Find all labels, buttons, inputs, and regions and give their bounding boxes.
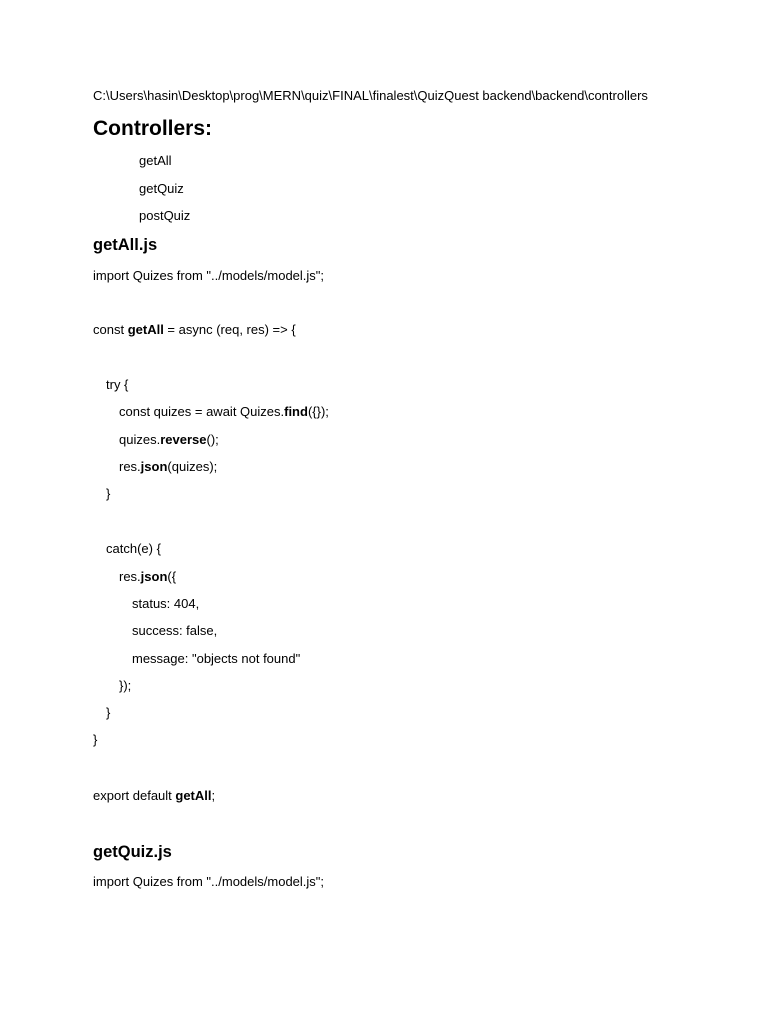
code-function-name: getAll	[127, 322, 164, 337]
code-line-export	[93, 788, 215, 804]
code-text: ({});	[307, 404, 329, 419]
code-line-declaration	[93, 322, 296, 338]
code-method-name: json	[140, 569, 168, 584]
code-text: ();	[206, 432, 219, 447]
getall-heading: getAll.js	[93, 236, 158, 254]
code-text: quizes.	[119, 432, 161, 447]
code-text: ;	[211, 788, 216, 803]
controller-list-item: getQuiz	[139, 181, 184, 196]
code-text: const quizes = await Quizes.	[119, 404, 285, 419]
code-text: ({	[167, 569, 177, 584]
controller-list-item: getAll	[139, 153, 172, 168]
code-line-message: message: "objects not found"	[132, 651, 301, 666]
code-text: = async (req, res) => {	[163, 322, 296, 337]
getquiz-heading: getQuiz.js	[93, 843, 172, 861]
code-line-reverse	[119, 432, 219, 448]
code-line-json	[119, 459, 217, 475]
code-method-name: reverse	[160, 432, 207, 447]
code-method-name: find	[284, 404, 308, 419]
controllers-heading: Controllers:	[93, 117, 213, 140]
controller-list-item: postQuiz	[139, 208, 191, 223]
file-path: C:\Users\hasin\Desktop\prog\MERN\quiz\FINAL\finalest\QuizQuest backend\backend\controllers	[93, 88, 648, 103]
code-line-import: import Quizes from "../models/model.js";	[93, 268, 325, 283]
code-text: res.	[119, 569, 141, 584]
code-function-name: getAll	[175, 788, 212, 803]
code-line-success: success: false,	[132, 623, 218, 638]
code-line-json-error	[119, 569, 176, 585]
code-method-name: json	[140, 459, 168, 474]
code-line-try-close: }	[106, 486, 111, 501]
code-line-function-close: }	[93, 732, 98, 747]
code-line-object-close: });	[119, 678, 132, 693]
code-text: const	[93, 322, 128, 337]
code-line-import: import Quizes from "../models/model.js";	[93, 874, 325, 889]
code-line-catch: catch(e) {	[106, 541, 161, 556]
code-text: res.	[119, 459, 141, 474]
code-line-status: status: 404,	[132, 596, 200, 611]
code-line-try: try {	[106, 377, 129, 392]
code-line-find	[119, 404, 329, 420]
code-text: (quizes);	[167, 459, 218, 474]
code-text: export default	[93, 788, 176, 803]
code-line-catch-close: }	[106, 705, 111, 720]
